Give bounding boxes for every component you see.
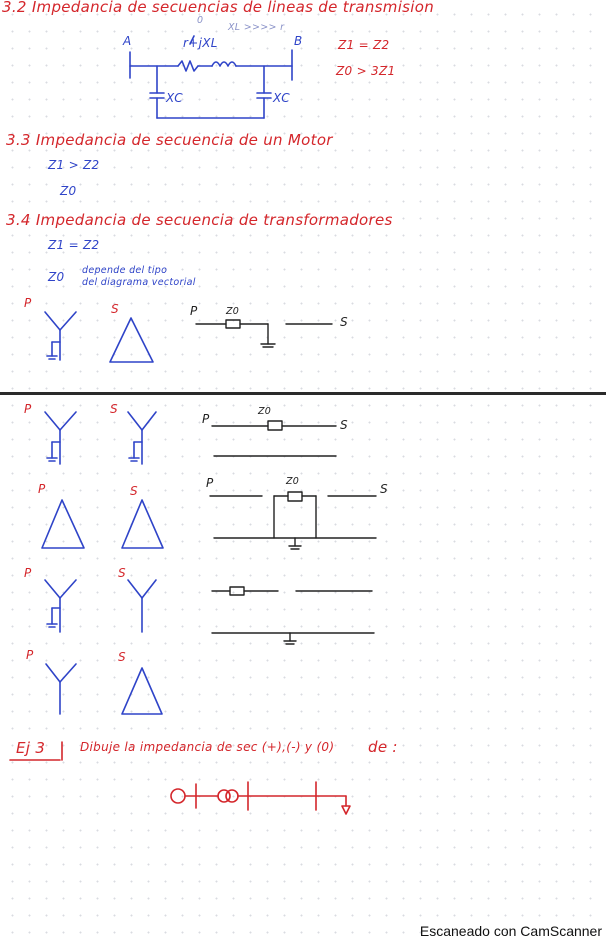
case2-primary-label: P: [38, 482, 46, 496]
case0-z0: Z0: [226, 306, 240, 317]
case2-circuit: [210, 492, 376, 549]
line-impedance-label: r+jXL: [183, 36, 218, 50]
case0-secondary-label: S: [111, 302, 119, 316]
case2-drawing: [42, 500, 163, 548]
case2-z0: Z0: [286, 476, 300, 487]
shunt-right-label: XC: [273, 91, 290, 105]
exercise-label: Ej 3: [16, 739, 46, 757]
section-3-3-heading: 3.3 Impedancia de secuencia de un Motor: [6, 131, 333, 149]
transformer-eq-1: Z1 = Z2: [48, 238, 100, 252]
case3-circuit: [212, 587, 374, 644]
section-3-4-heading: 3.4 Impedancia de secuencia de transformadores: [6, 211, 393, 229]
section-3-2-heading: 3.2 Impedancia de secuencias de lineas de transmision: [2, 0, 435, 16]
case4-primary-label: P: [26, 648, 34, 662]
case0-circuit-p: P: [190, 304, 198, 318]
case2-circuit-p: P: [206, 476, 214, 490]
case0-drawing: [45, 312, 153, 362]
transformer-z0-text: depende del tipo: [82, 265, 168, 276]
eq-z1-z2: Z1 = Z2: [338, 38, 390, 52]
case1-z0: Z0: [258, 406, 272, 417]
case1-circuit-p: P: [202, 412, 210, 426]
case0-circuit-s: S: [340, 315, 348, 329]
case1-drawing: [45, 412, 156, 464]
case4-secondary-label: S: [118, 650, 126, 664]
eq-z0: Z0 > 3Z1: [336, 64, 396, 78]
zero-mark: 0: [197, 15, 204, 26]
case1-circuit: [212, 421, 336, 456]
transformer-z0-text-2: del diagrama vectorial: [82, 277, 196, 288]
node-a-label: A: [123, 34, 132, 48]
case2-circuit-s: S: [380, 482, 388, 496]
shunt-left-label: XC: [166, 91, 183, 105]
case3-primary-label: P: [24, 566, 32, 580]
case1-secondary-label: S: [110, 402, 118, 416]
motor-eq-2: Z0: [60, 184, 77, 198]
case0-circuit: [196, 320, 332, 347]
camscanner-watermark: Escaneado con CamScanner: [419, 923, 602, 939]
case1-primary-label: P: [24, 402, 32, 416]
node-b-label: B: [294, 34, 303, 48]
exercise-text-end: de :: [368, 738, 398, 756]
impedance-note: XL >>>> r: [228, 22, 285, 33]
case3-drawing: [45, 580, 156, 632]
transformer-z0-label: Z0: [48, 270, 65, 284]
page-divider: [0, 392, 606, 395]
case0-primary-label: P: [24, 296, 32, 310]
case2-secondary-label: S: [130, 484, 138, 498]
case1-circuit-s: S: [340, 418, 348, 432]
case4-drawing: [46, 664, 162, 714]
motor-eq-1: Z1 > Z2: [48, 158, 100, 172]
case3-secondary-label: S: [118, 566, 126, 580]
exercise-text: Dibuje la impedancia de sec (+),(-) y (0): [80, 740, 335, 754]
